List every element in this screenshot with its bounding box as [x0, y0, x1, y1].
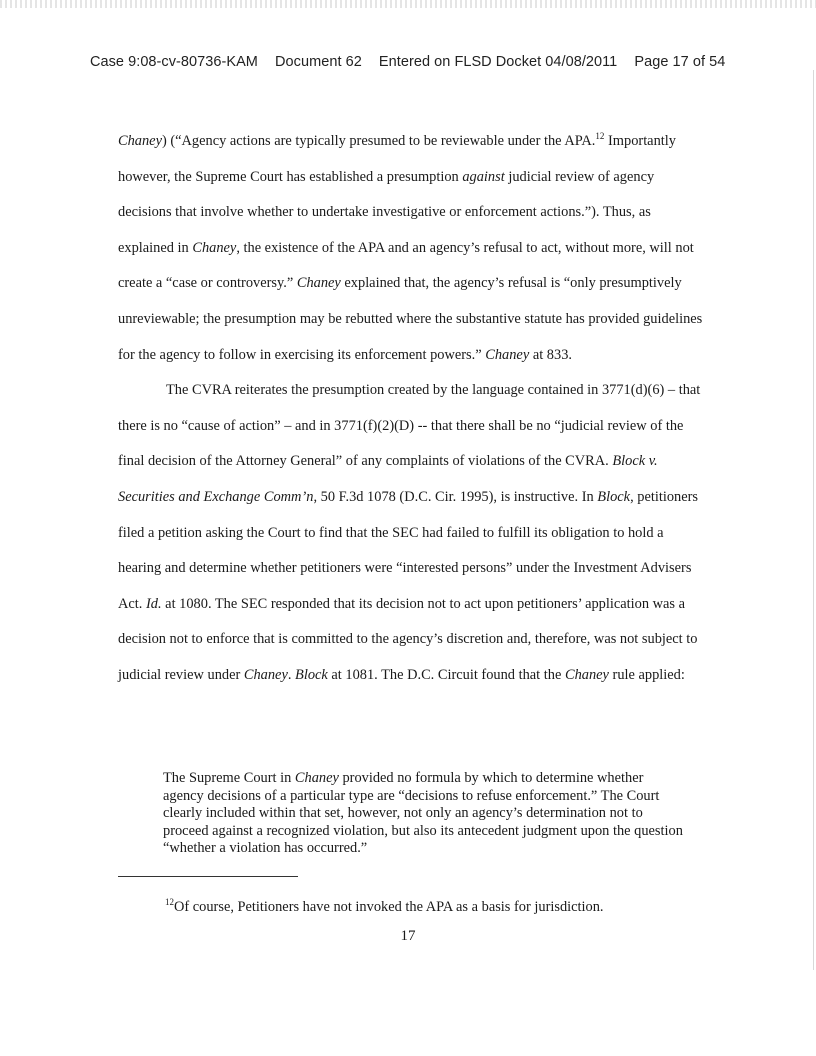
scan-artifact-edge	[813, 70, 814, 970]
docket-header	[90, 54, 750, 70]
italic-text: Chaney	[296, 275, 341, 292]
footnote-text: Of course, Petitioners have not invoked the APA as a basis for jurisdiction.	[174, 899, 604, 915]
text-run: The Supreme Court in	[163, 770, 295, 786]
paragraph	[118, 373, 706, 693]
text-run: The CVRA reiterates the presumption created by the language contained in 3771(d)(6) – that there is no “cause of action” – and in 3771(f)(2)(D) -- that there shall be no “judicial review of the final decision of the Attorney General” of any complaints of violations of the CVRA.	[118, 382, 701, 470]
document-number: Document 62	[275, 54, 362, 70]
italic-text: Chaney	[564, 666, 609, 683]
text-run: at 1081. The D.C. Circuit found that the	[327, 666, 565, 683]
text-run: , 50 F.3d 1078 (D.C. Cir. 1995), is instructive. In	[313, 488, 598, 505]
text-run: judicial review of agency decisions that involve whether to undertake investigative or enforcement actions.”). Thus, as explained in	[118, 168, 655, 256]
text-run: .	[287, 666, 296, 683]
block-quote	[163, 770, 683, 858]
text-run: at 833.	[529, 346, 572, 363]
italic-text: Chaney	[192, 239, 237, 256]
italic-text: Chaney	[294, 770, 339, 786]
block-quote-text	[163, 770, 683, 858]
text-run: ) (“Agency actions are typically presumed to be reviewable under the APA.	[161, 133, 596, 149]
italic-text: Chaney	[243, 666, 288, 683]
footnote	[165, 893, 725, 916]
text-run: at 1080. The SEC responded that its decision not to act upon petitioners’ application was a decision not to enforce that is committed to the agency’s discretion and, therefore, was not subject to judicial review under	[118, 595, 698, 683]
text-run: Importantly however, the Supreme Court has established a presumption	[118, 133, 676, 185]
text-run: explained that, the agency’s refusal is “only presumptively unreviewable; the presumption may be rebutted where the substantive statute has provided guidelines for the agency to follow in exercising its enforcement powers.”	[118, 275, 703, 363]
italic-text: Chaney	[118, 133, 162, 149]
italic-text: Block	[295, 666, 328, 683]
italic-text: Block v. Securities and Exchange Comm’n	[118, 453, 658, 505]
italic-text: Chaney	[485, 346, 530, 363]
italic-text: Id.	[145, 595, 162, 612]
text-run: , the existence of the APA and an agency’s refusal to act, without more, will not create a “case or controversy.”	[118, 239, 694, 292]
footnote-marker: 12	[165, 897, 174, 907]
text-run: rule applied:	[608, 666, 685, 683]
italic-text: against	[462, 168, 505, 185]
text-run: , petitioners filed a petition asking the Court to find that the SEC had failed to fulfill its obligation to hold a hearing and determine whether petitioners were “interested persons” under the Investment Advisers Act.	[118, 488, 699, 612]
footnote-divider	[118, 876, 298, 877]
italic-text: Block	[597, 488, 631, 505]
case-number: Case 9:08-cv-80736-KAM	[90, 54, 258, 70]
body-text	[118, 124, 706, 694]
scan-artifact-top	[0, 0, 816, 8]
footnote-reference: 12	[595, 131, 605, 141]
text-run: provided no formula by which to determine whether agency decisions of a particular type are “decisions to refuse enforcement.” The Court clearly included within that set, however, not only an agency’s determination not to proceed against a recognized violation, but also its antecedent judgment upon the question “whether a violation has occurred.”	[163, 770, 683, 857]
page-indicator: Page 17 of 54	[634, 54, 726, 70]
page-number: 17	[400, 928, 416, 944]
docket-entry-date: Entered on FLSD Docket 04/08/2011	[378, 54, 618, 70]
paragraph	[118, 124, 706, 373]
